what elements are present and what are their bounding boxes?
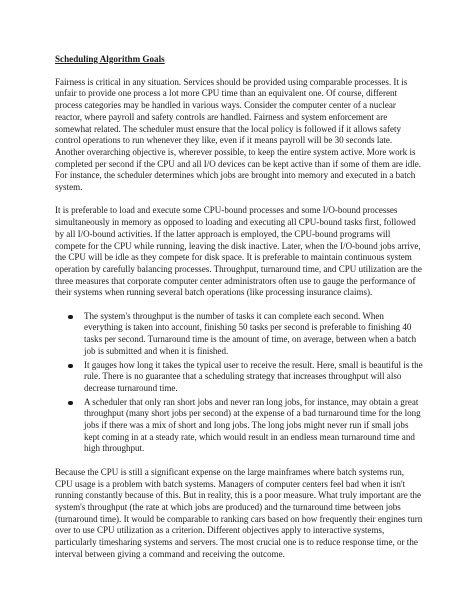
bullet-text: It gauges how long it takes the typical user to receive the result. Here, small is beautiful is the rule. There is no guarantee that a scheduling strategy that increases throughput will also decrease turnaround time.: [84, 359, 423, 393]
paragraph-process-balance: It is preferable to load and execute some CPU-bound processes and some I/O-bound processes simultaneously in memory as opposed to loading and executing all CPU-bound tasks first, followed by all I/O-bound activities. If the latter approach is employed, the CPU-bound programs will compete for the CPU while running, leaving the disk inactive. Later, when the I/O-bound jobs arrive, the CPU will be idle as they compete for disk space. It is preferable to maintain continuous system operation by carefully balancing processes. Throughput, turnaround time, and CPU utilization are the three measures that corporate computer center administrators often use to gauge the performance of their systems when running several batch operations (like processing insurance claims).: [55, 205, 422, 298]
bullet-dot-icon: [68, 315, 73, 320]
paragraph-cpu-usage: Because the CPU is still a significant expense on the large mainframes where batch systems run, CPU usage is a problem with batch systems. Managers of computer centers feel bad when it isn't running constantly because of this. But in reality, this is a poor measure. What truly important are the system's throughput (the rate at which jobs are produced) and the turnaround time between jobs (turnaround time). It would be comparable to ranking cars based on how frequently their engines turn over to use CPU utilization as a criterion. Different objectives apply to interactive systems, particularly timesharing systems and servers. The most crucial one is to reduce response time, or the interval between giving a command and receiving the outcome.: [55, 466, 423, 559]
document-page: [55, 54, 423, 572]
bullet-item-turnaround: [84, 360, 423, 395]
paragraph-fairness: Fairness is critical in any situation. Services should be provided using comparable processes. It is unfair to provide one process a lot more CPU time than an equivalent one. Of course, different process categories may be handled in various ways. Consider the computer center of a nuclear reactor, where payroll and safety controls are handled. Fairness and system enforcement are somewhat related. The scheduler must ensure that the local policy is followed if it allows safety control operations to run whenever they like, even if it means payroll will be 30 seconds late. Another overarching objective is, wherever possible, to keep the entire system active. More work is completed per second if the CPU and all I/O devices can be kept active than if some of them are idle. For instance, the scheduler determines which jobs are brought into memory and executed in a batch system.: [55, 76, 422, 193]
bullet-dot-icon: [68, 401, 73, 406]
bullet-item-short-jobs: [84, 397, 423, 456]
bullet-text: The system's throughput is the number of tasks it can complete each second. When everything is taken into account, finishing 50 tasks per second is preferable to finishing 40 tasks per second. Turnaround time is the amount of time, on average, between when a batch job is submitted and when it is finished.: [84, 310, 417, 356]
bullet-item-throughput: [84, 311, 423, 358]
document-title: Scheduling Algorithm Goals: [55, 54, 165, 64]
bullet-dot-icon: [68, 364, 73, 369]
bullet-text: A scheduler that only ran short jobs and never ran long jobs, for instance, may obtain a great throughput (many short jobs per second) at the expense of a bad turnaround time for the long jobs if there was a mix of short and long jobs. The long jobs might never run if small jobs kept coming in at a steady rate, which would result in an endless mean turnaround time and high throughput.: [84, 396, 421, 454]
bullet-list: [55, 311, 423, 455]
